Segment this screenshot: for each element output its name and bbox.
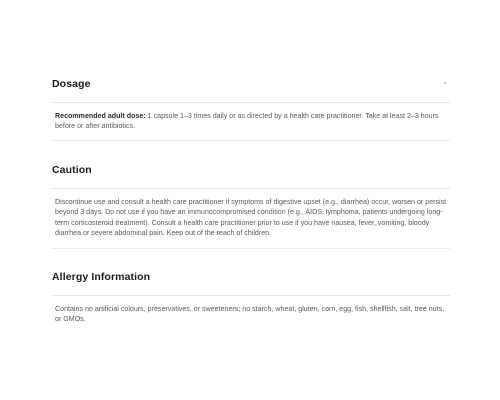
section-divider [52, 140, 450, 141]
allergy-title: Allergy Information [52, 271, 151, 283]
caution-text: Discontinue use and consult a health care practitioner if symptoms of digestive upset (e.g., diarrhea) occur, worsen or persist beyond 3 days. Do not use if you have an immunocompromised condition (e.g., AIDS, lymphoma, patients undergoing long-term corticosteroid treatment). Consult a health care practitioner prior to use if you have nausea, fever, vomiting, bloody diarrhea or severe abdominal pain. Keep out of the reach of children. [55, 198, 447, 238]
caution-header[interactable] [52, 158, 450, 189]
dosage-label: Recommended adult dose: [55, 112, 146, 120]
chevron-icon[interactable]: ⌄ [442, 79, 448, 86]
chevron-icon[interactable]: ⌄ [442, 272, 448, 279]
allergy-body [55, 304, 447, 325]
caution-title: Caution [52, 164, 92, 176]
allergy-section [52, 265, 450, 324]
dosage-section [52, 72, 450, 131]
allergy-text: Contains no artificial colours, preservatives, or sweeteners; no starch, wheat, gluten, corn, egg, fish, shellfish, salt, tree nuts, or GMOs. [55, 305, 445, 324]
caution-section [52, 158, 450, 238]
allergy-header[interactable] [52, 265, 450, 296]
dosage-text: 1 capsule 1–3 times daily or as directed by a health care practitioner. Take at least 2–3 hours before or after antibiotics. [55, 112, 439, 131]
dosage-body [55, 111, 447, 132]
dosage-header[interactable] [52, 72, 450, 103]
caution-body [55, 197, 447, 239]
dosage-title: Dosage [52, 78, 91, 90]
chevron-icon[interactable]: ⌄ [442, 165, 448, 172]
section-divider [52, 248, 450, 249]
